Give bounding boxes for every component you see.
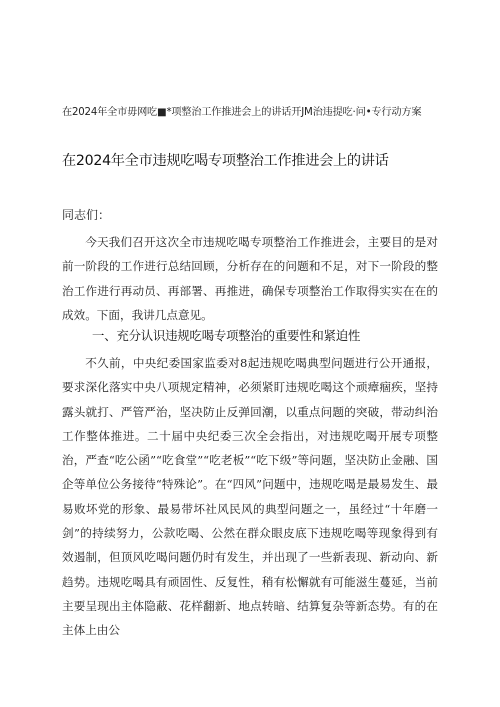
salutation: 同志们： [62,208,111,222]
document-title: 在2024年全市违规吃喝专项整治工作推进会上的讲话 [62,153,389,169]
paragraph-intro: 今天我们召开这次全市违规吃喝专项整治工作推进会，主要目的是对前一阶段的工作进行总结回顾，分析存在的问题和不足，对下一阶段的整治工作进行再动员、再部署、再推进，确保专项整治工作取得实实在在的成效。下面，我讲几点意见。 [62,235,438,322]
section-heading: 一、充分认识违规吃喝专项整治的重要性和紧迫性 [92,328,361,343]
document-header-line: 在2024年全市毋网吃■*项整治工作推进会上的讲话开JM治违提吃·问•专行动方案 [62,107,422,118]
paragraph-body: 不久前，中央纪委国家监委对8起违规吃喝典型问题进行公开通报，要求深化落实中央八项规定精神，必须紧盯违规吃喝这个顽瘴痼疾，坚持露头就打、严管严治，坚决防止反弹回潮，以重点问题的突破，带动纠治工作整体推进。二十届中央纪委三次全会指出，对违规吃喝开展专项整治，严查“吃公函”“吃食堂”“吃老板”“吃下级”等问题，坚决防止金融、国企等单位公务接待“特殊论”。在“四风”问题中，违规吃喝是最易发生、最易败坏党的形象、最易带坏社风民风的典型问题之一，虽经过“十年磨一剑”的持续努力，公款吃喝、公然在群众眼皮底下违规吃喝等现象得到有效遏制，但顶风吃喝问题仍时有发生，并出现了一些新表现、新动向、新趋势。违规吃喝具有顽固性、反复性，稍有松懈就有可能滋生蔓延，当前主要呈现出主体隐蔽、花样翻新、地点转暗、结算复杂等新态势。有的在主体上由公 [62,356,438,638]
